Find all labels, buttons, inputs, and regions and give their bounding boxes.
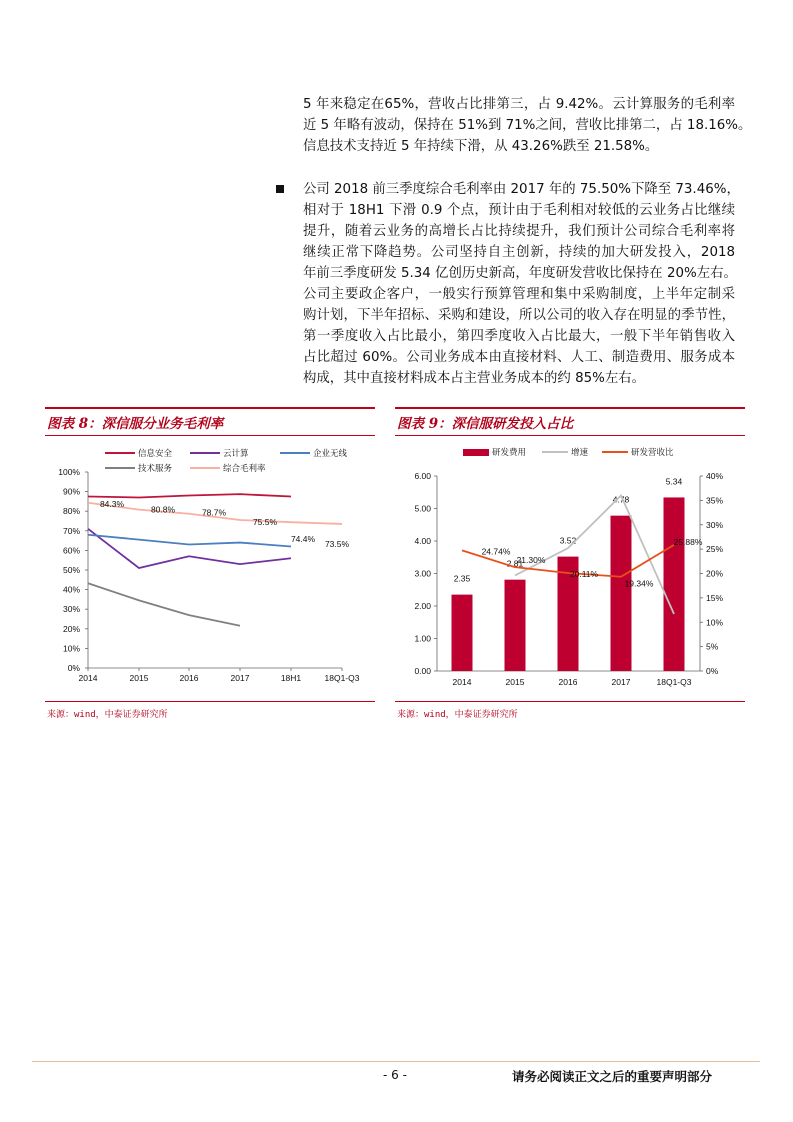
y-tick-label: 80% xyxy=(62,506,80,517)
y-left-tick-label: 2.00 xyxy=(414,601,431,611)
data-label: 80.8% xyxy=(150,504,176,515)
footer-disclaimer: 请务必阅读正文之后的重要声明部分 xyxy=(512,1069,713,1084)
chart9-bottom-rule xyxy=(395,701,745,702)
bar-value-label: 4.78 xyxy=(612,494,630,505)
legend-swatch xyxy=(463,449,489,456)
bar-value-label: 2.81 xyxy=(506,558,524,569)
text-line: 5 年来稳定在65%，营收占比排第三，占 9.42%。云计算服务的毛利率 xyxy=(303,97,735,112)
y-tick-label: 70% xyxy=(62,525,80,536)
y-tick-label: 30% xyxy=(62,604,80,615)
footer-rule xyxy=(32,1061,760,1062)
legend-label: 技术服务 xyxy=(138,463,173,473)
y-left-tick-label: 1.00 xyxy=(414,633,431,644)
y-left-tick-label: 3.00 xyxy=(414,568,431,579)
text-line: 信息技术支持近 5 年持续下滑，从 43.26%跌至 21.58%。 xyxy=(303,139,659,154)
bar xyxy=(611,516,632,671)
text-line: 占比超过 60%。公司业务成本由直接材料、人工、制造费用、服务成本 xyxy=(303,350,735,365)
legend-label: 研发费用 xyxy=(492,447,527,457)
x-tick-label: 18Q1-Q3 xyxy=(656,677,692,687)
text-line: 购计划，下半年招标、采购和建设，所以公司的收入存在明显的季节性， xyxy=(303,308,735,323)
ratio-label: 21.30% xyxy=(516,555,546,566)
y-tick-label: 0% xyxy=(67,663,80,673)
text-line: 构成，其中直接材料成本占主营业务成本的约 85%左右。 xyxy=(303,371,646,386)
text-line: 近 5 年略有波动，保持在 51%到 71%之间，营收比排第二，占 18.16%。 xyxy=(303,118,752,133)
x-tick-label: 18Q1-Q3 xyxy=(324,673,360,683)
text-line: 年前三季度研发 5.34 亿创历史新高，年度研发营收比保持在 20%左右。 xyxy=(303,266,737,281)
data-label: 73.5% xyxy=(324,538,350,549)
legend-label: 综合毛利率 xyxy=(223,463,266,473)
bar-value-label: 3.52 xyxy=(559,535,577,546)
y-left-tick-label: 5.00 xyxy=(414,503,431,514)
data-label: 74.4% xyxy=(290,534,316,545)
x-tick-label: 2017 xyxy=(611,677,631,687)
x-tick-label: 2014 xyxy=(452,677,472,687)
y-tick-label: 10% xyxy=(62,643,80,654)
text-line: 第一季度收入占比最小，第四季度收入占比最大，一般下半年销售收入 xyxy=(303,329,735,344)
y-tick-label: 100% xyxy=(58,467,80,477)
y-tick-label: 20% xyxy=(62,623,80,634)
y-left-tick-label: 6.00 xyxy=(414,471,431,481)
legend-label: 企业无线 xyxy=(313,448,348,458)
x-tick-label: 2016 xyxy=(558,677,578,687)
x-tick-label: 2014 xyxy=(78,673,98,683)
legend-label: 云计算 xyxy=(223,448,249,458)
data-label: 84.3% xyxy=(99,498,125,509)
ratio-label: 24.74% xyxy=(481,546,511,557)
bar-value-label: 2.35 xyxy=(453,573,471,584)
x-tick-label: 18H1 xyxy=(280,673,302,683)
y-right-tick-label: 15% xyxy=(706,592,724,603)
text-line: 相对于 18H1 下滑 0.9 个点，预计由于毛利相对较低的云业务占比继续 xyxy=(303,203,735,218)
text-line: 提升，随着云业务的高增长占比持续提升，我们预计公司综合毛利率将 xyxy=(303,224,735,239)
x-tick-label: 2016 xyxy=(179,673,199,683)
chart9-source: 来源：wind，中泰证券研究所 xyxy=(397,710,518,720)
chart9-title: 图表 9：深信服研发投入占比 xyxy=(397,416,574,432)
y-right-tick-label: 30% xyxy=(706,519,724,530)
ratio-label: 20.11% xyxy=(569,568,599,579)
x-tick-label: 2015 xyxy=(129,673,149,683)
y-right-tick-label: 20% xyxy=(706,568,724,579)
x-tick-label: 2015 xyxy=(505,677,525,687)
y-tick-label: 50% xyxy=(62,565,80,575)
y-tick-label: 90% xyxy=(62,486,80,497)
bar-value-label: 5.34 xyxy=(665,476,683,487)
y-left-tick-label: 4.00 xyxy=(414,536,431,546)
data-label: 75.5% xyxy=(252,517,278,528)
ratio-label: 19.34% xyxy=(624,578,654,589)
data-label: 78.7% xyxy=(201,507,227,518)
bar xyxy=(452,595,473,671)
text-line: 公司 2018 前三季度综合毛利率由 2017 年的 75.50%下降至 73.46%， xyxy=(303,182,740,197)
y-right-tick-label: 25% xyxy=(706,544,724,555)
text-line: 继续正常下降趋势。公司坚持自主创新，持续的加大研发投入，2018 xyxy=(303,245,735,260)
legend-label: 信息安全 xyxy=(138,448,173,458)
y-right-tick-label: 5% xyxy=(706,641,719,652)
ratio-label: 25.88% xyxy=(673,536,703,547)
bar xyxy=(664,497,685,671)
x-tick-label: 2017 xyxy=(230,673,250,683)
legend-label: 研发营收比 xyxy=(631,447,674,457)
chart8-title: 图表 8：深信服分业务毛利率 xyxy=(47,416,224,432)
chart8-source: 来源：wind，中泰证券研究所 xyxy=(47,710,168,720)
bar xyxy=(505,580,526,671)
y-tick-label: 60% xyxy=(62,545,80,556)
text-line: 公司主要政企客户，一般实行预算管理和集中采购制度，上半年定制采 xyxy=(303,287,735,302)
y-left-tick-label: 0.00 xyxy=(414,666,431,676)
legend-label: 增速 xyxy=(571,447,589,457)
y-right-tick-label: 0% xyxy=(706,666,719,676)
page-number: - 6 - xyxy=(383,1068,407,1082)
y-right-tick-label: 40% xyxy=(706,471,724,481)
y-right-tick-label: 10% xyxy=(706,617,724,628)
y-right-tick-label: 35% xyxy=(706,495,724,506)
y-tick-label: 40% xyxy=(62,584,80,595)
